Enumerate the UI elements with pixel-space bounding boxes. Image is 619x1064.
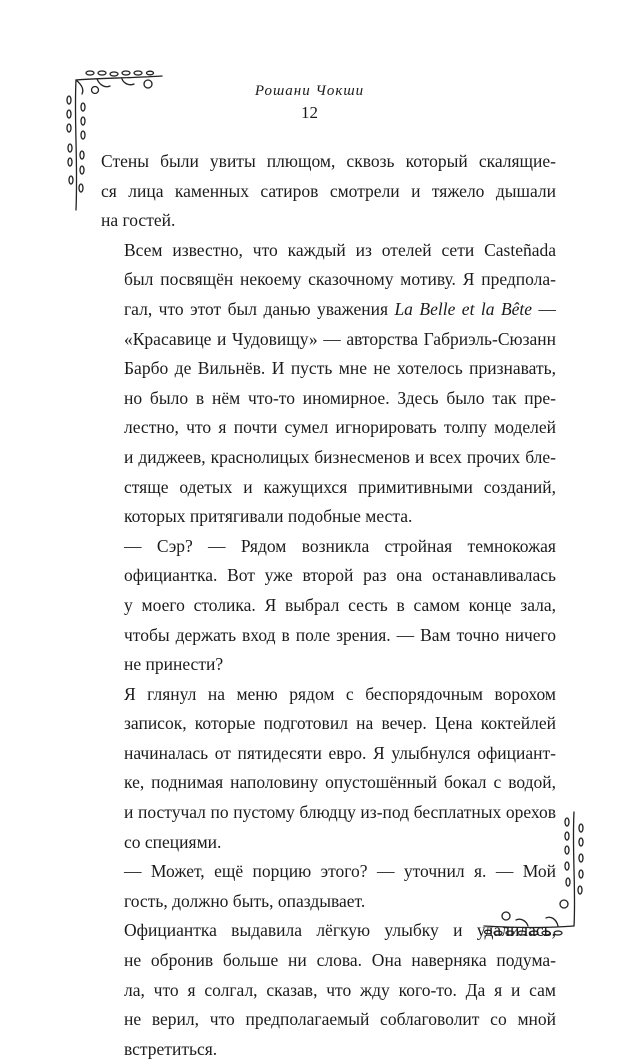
italic-title: La Belle et la Bête: [394, 298, 533, 319]
text-line: ке, поднимая наполовину опустошённый бокал с водой,: [124, 772, 556, 793]
text-line: со специями.: [124, 831, 222, 852]
text-line: не верил, что предполагаемый соблаговолит со мной: [124, 1009, 556, 1030]
text-line: на гостей.: [101, 210, 176, 231]
text-line: лестно, что я почти сумел игнорировать толпу моделей: [124, 417, 556, 438]
text-line: не обронив больше ни слова. Она наверняка подума-: [124, 950, 556, 971]
text-line: ся лица каменных сатиров смотрели и тяжело дышали: [101, 180, 556, 201]
body-text: [101, 147, 556, 1064]
paragraph: [101, 147, 556, 236]
text-line: встретиться.: [124, 1038, 218, 1059]
text-line: был посвящён некоему сказочному мотиву. Я предпола-: [124, 269, 556, 290]
text-line: — Может, ещё порцию этого? — уточнил я. — Мой: [124, 861, 556, 882]
text-line: Всем известно, что каждый из отелей сети Casteñada: [124, 239, 556, 260]
text-line: — Сэр? — Рядом возникла стройная темнокожая: [124, 535, 556, 556]
text-line: Официантка выдавила лёгкую улыбку и удалилась,: [124, 920, 556, 941]
text-line: Барбо де Вильнёв. И пусть мне не хотелось признавать,: [124, 358, 556, 379]
text-line: ла, что я солгал, сказав, что жду кого-то. Да я и сам: [124, 979, 556, 1000]
paragraph: [101, 236, 556, 532]
page-number: 12: [301, 103, 318, 122]
text-line: Стены были увиты плющом, сквозь который скалящие-: [101, 151, 556, 171]
text-line: [101, 295, 556, 325]
text-line: гость, должно быть, опаздывает.: [124, 890, 366, 911]
text-line: чтобы держать вход в поле зрения. — Вам точно ничего: [124, 624, 556, 645]
text-line: и постучал по пустому блюдцу из-под бесплатных орехов: [124, 802, 556, 823]
page-header: [0, 80, 619, 124]
text-segment: —: [532, 298, 557, 319]
running-head-author: Рошани Чокши: [254, 83, 365, 99]
text-line: стяще одетых и кажущихся примитивными созданий,: [124, 476, 556, 497]
text-segment: гал, что этот был данью уважения: [124, 298, 395, 319]
text-line: и диджеев, краснолицых бизнесменов и всех прочих бле-: [124, 446, 556, 467]
paragraph: [101, 680, 556, 858]
text-line: официантка. Вот уже второй раз она останавливалась: [124, 565, 556, 586]
text-line: начиналась от пятидесяти евро. Я улыбнулся официант-: [124, 742, 556, 763]
paragraph: [101, 916, 556, 1064]
text-line: «Красавице и Чудовищу» — авторства Габриэль-Сюзанн: [124, 328, 556, 349]
text-line: записок, которые подготовил на вечер. Цена коктейлей: [124, 713, 556, 734]
paragraph: [101, 857, 556, 916]
text-line: у моего столика. Я выбрал сесть в самом конце зала,: [124, 594, 556, 615]
text-line: не принести?: [124, 654, 224, 675]
text-line: которых притягивали подобные места.: [124, 506, 413, 527]
text-line: но было в нём что-то иномирное. Здесь было так пре-: [124, 387, 556, 408]
paragraph: [101, 532, 556, 680]
text-line: Я глянул на меню рядом с беспорядочным ворохом: [124, 683, 556, 704]
